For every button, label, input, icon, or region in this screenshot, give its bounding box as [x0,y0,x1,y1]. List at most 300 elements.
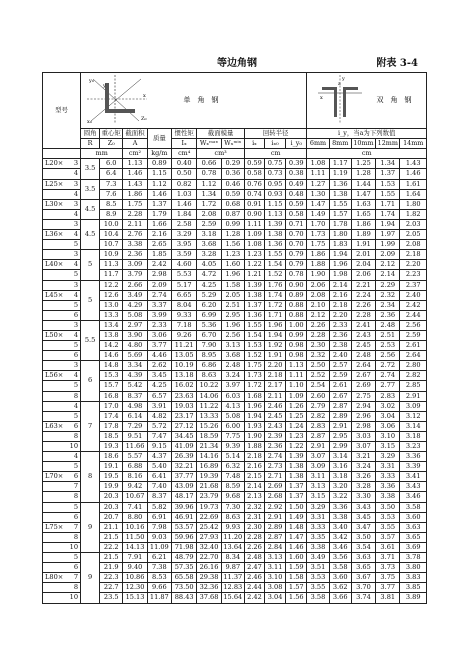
value-cell: 22.69 [197,512,221,522]
value-cell: 10.0 [100,219,123,229]
radius-cell: 9 [81,502,100,552]
value-cell: 3.22 [329,492,351,502]
value-cell: 2.18 [400,250,427,260]
thickness: 5 [73,240,79,249]
model-cell [43,512,81,522]
table-row [43,421,427,431]
value-cell: 9.15 [147,442,171,452]
value-cell: 2.18 [244,452,264,462]
label-a: a [338,82,341,87]
double-angle-label: 双 角 钢 [376,96,412,104]
value-cell: 3.02 [376,401,400,411]
label-y: y [103,83,106,89]
value-cell: 0.58 [244,169,264,179]
value-cell: 2.15 [244,472,264,482]
thickness: 3 [73,159,79,168]
value-cell: 1.82 [400,209,427,219]
value-cell: 2.51 [221,300,244,310]
value-cell: 2.26 [244,542,264,552]
thickness: 5 [73,462,79,471]
value-cell: 1.72 [197,199,221,209]
header-radius: 圆角 [81,129,100,139]
value-cell: 0.78 [286,270,307,280]
value-cell: 4.82 [147,411,171,421]
value-cell: 2.20 [329,310,351,320]
value-cell: 0.59 [221,189,244,199]
radius-cell: 9 [81,553,100,603]
value-cell: 1.30 [307,189,329,199]
value-cell: 6.91 [147,512,171,522]
model-name: L50× [45,330,64,339]
value-cell: 1.47 [351,189,375,199]
value-cell: 2.32 [307,351,329,361]
value-cell: 1.23 [286,431,307,441]
model-name: L80× [45,573,64,582]
value-cell: 3.89 [400,593,427,603]
value-cell: 11.66 [123,442,147,452]
double-angle-section-icon [318,75,362,123]
value-cell: 2.67 [351,371,375,381]
value-cell: 2.66 [123,280,147,290]
value-cell: 13.3 [100,310,123,320]
value-cell: 5.40 [147,462,171,472]
value-cell: 34.45 [171,431,196,441]
header-iy0-sym: i_y₀ [286,139,307,149]
value-cell: 3.58 [307,593,329,603]
value-cell: 8.5 [100,199,123,209]
value-cell: 4.72 [197,270,221,280]
value-cell: 1.54 [265,260,286,270]
thickness: 5 [73,381,79,390]
value-cell: 3.03 [351,431,375,441]
value-cell: 2.30 [307,341,329,351]
value-cell: 1.94 [329,250,351,260]
header-modulus: 截面模量 [197,129,245,139]
value-cell: 1.80 [329,230,351,240]
value-cell: 1.43 [123,179,147,189]
value-cell: 3.28 [351,482,375,492]
value-cell: 9.87 [221,563,244,573]
value-cell: 12.83 [221,583,244,593]
value-cell: 8.37 [123,391,147,401]
value-cell: 1.46 [400,169,427,179]
model-cell [43,452,81,462]
value-cell: 0.75 [265,159,286,169]
value-cell: 1.28 [221,230,244,240]
value-cell: 1.48 [286,522,307,532]
value-cell: 2.08 [400,240,427,250]
value-cell: 65.58 [171,573,196,583]
value-cell: 13.33 [197,411,221,421]
value-cell: 3.21 [351,452,375,462]
value-cell: 1.53 [244,341,264,351]
value-cell: 4.60 [171,260,196,270]
value-cell: 4.25 [147,381,171,391]
value-cell: 1.56 [221,240,244,250]
value-cell: 7.40 [147,482,171,492]
model-name: L36× [45,230,64,239]
value-cell: 8.53 [147,573,171,583]
value-cell: 0.89 [147,159,171,169]
model-cell [43,532,81,542]
value-cell: 1.49 [286,512,307,522]
value-cell: 1.74 [265,290,286,300]
value-cell: 2.09 [376,250,400,260]
table-row [43,179,427,189]
thickness: 8 [73,583,79,592]
value-cell: 2.06 [351,270,375,280]
value-cell: 2.36 [123,250,147,260]
value-cell: 2.05 [400,230,427,240]
value-cell: 1.71 [265,310,286,320]
label-x0: x₀ [87,119,92,125]
value-cell: 2.13 [244,492,264,502]
model-name: L56× [45,371,64,380]
value-cell: 1.11 [307,169,329,179]
angle-steel-table-frame [42,72,427,604]
value-cell: 10.19 [171,361,196,371]
value-cell: 0.95 [265,179,286,189]
value-cell: 2.36 [376,310,400,320]
value-cell: 1.55 [329,199,351,209]
value-cell: 16.02 [171,381,196,391]
value-cell: 3.18 [329,472,351,482]
value-cell: 5.14 [221,452,244,462]
page-title: 等边角钢 [217,58,257,69]
value-cell: 1.55 [265,250,286,260]
value-cell: 2.48 [376,320,400,330]
value-cell: 2.18 [265,371,286,381]
value-cell: 2.59 [400,330,427,340]
model-cell [43,280,81,290]
value-cell: 2.95 [329,431,351,441]
value-cell: 1.96 [221,320,244,330]
value-cell: 0.59 [286,199,307,209]
value-cell: 1.88 [244,442,264,452]
value-cell: 2.54 [307,381,329,391]
value-cell: 1.98 [329,270,351,280]
table-row [43,593,427,603]
value-cell: 1.36 [265,240,286,250]
value-cell: 2.99 [329,442,351,452]
value-cell: 37.77 [171,472,196,482]
value-cell: 26.39 [171,452,196,462]
value-cell: 3.95 [171,240,196,250]
value-cell: 3.71 [376,553,400,563]
value-cell: 3.74 [351,593,375,603]
value-cell: 2.48 [351,351,375,361]
value-cell: 1.38 [329,189,351,199]
header-iy: i_y，当a为下列数值 [307,129,427,139]
value-cell: 2.05 [221,290,244,300]
value-cell: 3.46 [400,492,427,502]
value-cell: 2.79 [307,401,329,411]
table-row [43,280,427,290]
thickness: 4 [73,371,79,380]
value-cell: 13.8 [100,330,123,340]
value-cell: 3.36 [329,502,351,512]
value-cell: 9.40 [123,563,147,573]
value-cell: 3.77 [147,341,171,351]
value-cell: 2.51 [376,330,400,340]
table-row [43,462,427,472]
value-cell: 11.22 [197,401,221,411]
value-cell: 2.77 [376,381,400,391]
value-cell: 2.91 [307,442,329,452]
value-cell: 2.29 [376,280,400,290]
value-cell: 2.28 [244,532,264,542]
value-cell: 21.5 [100,532,123,542]
value-cell: 2.58 [171,219,196,229]
value-cell: 10.7 [100,240,123,250]
value-cell: 0.79 [286,250,307,260]
table-row [43,169,427,179]
thickness: 6 [73,421,79,430]
value-cell: 0.87 [221,209,244,219]
value-cell: 14.2 [100,341,123,351]
header-ix-sym: iₓ [244,139,264,149]
thickness: 5 [73,300,79,309]
value-cell: 21.68 [197,482,221,492]
value-cell: 1.11 [244,219,264,229]
value-cell: 0.78 [197,169,221,179]
value-cell: 2.46 [244,573,264,583]
thickness: 10 [69,593,79,602]
value-cell: 1.27 [307,179,329,189]
value-cell: 4.05 [197,260,221,270]
thickness: 5 [73,270,79,279]
value-cell: 2.12 [307,310,329,320]
value-cell: 3.07 [351,442,375,452]
table-row [43,442,427,452]
model-cell [43,179,81,189]
thickness: 8 [73,431,79,440]
value-cell: 1.55 [244,320,264,330]
value-cell: 1.65 [351,209,375,219]
value-cell: 20.3 [100,502,123,512]
value-cell: 3.57 [376,532,400,542]
thickness: 5 [73,553,79,562]
thickness: 3 [73,280,79,289]
value-cell: 2.36 [329,330,351,340]
table-row [43,482,427,492]
value-cell: 0.79 [286,260,307,270]
value-cell: 11.21 [171,341,196,351]
value-cell: 1.38 [244,290,264,300]
value-cell: 3.70 [351,583,375,593]
value-cell: 3.15 [307,492,329,502]
value-cell: 6.03 [221,391,244,401]
table-row [43,542,427,552]
value-cell: 1.63 [351,199,375,209]
value-cell: 2.97 [123,320,147,330]
value-cell: 3.36 [400,452,427,462]
value-cell: 17.4 [100,411,123,421]
model-cell [43,270,81,280]
value-cell: 2.74 [147,290,171,300]
value-cell: 3.63 [400,522,427,532]
value-cell: 2.44 [244,583,264,593]
value-cell: 0.98 [286,341,307,351]
value-cell: 1.39 [265,219,286,229]
value-cell: 2.85 [400,381,427,391]
value-cell: 1.15 [147,169,171,179]
value-cell: 0.90 [286,280,307,290]
value-cell: 1.85 [147,250,171,260]
value-cell: 2.87 [307,431,329,441]
value-cell: 5.42 [123,381,147,391]
value-cell: 1.64 [400,189,427,199]
value-cell: 1.58 [221,280,244,290]
value-cell: 3.83 [400,573,427,583]
value-cell: 6.4 [100,169,123,179]
value-cell: 4.37 [147,452,171,462]
value-cell: 3.09 [123,260,147,270]
value-cell: 7.18 [171,320,196,330]
value-cell: 3.67 [351,573,375,583]
value-cell: 3.13 [221,341,244,351]
value-cell: 3.29 [307,502,329,512]
value-cell: 2.67 [329,391,351,401]
value-cell: 21.9 [100,563,123,573]
value-cell: 0.29 [221,159,244,169]
radius-cell: 3.5 [81,179,100,199]
value-cell: 1.03 [171,189,196,199]
table-row [43,159,427,169]
model-name: L20× [45,159,64,168]
radius-cell: 5 [81,280,100,320]
value-cell: 1.09 [286,391,307,401]
value-cell: 7.91 [123,553,147,563]
value-cell: 1.22 [286,442,307,452]
table-row [43,563,427,573]
value-cell: 3.61 [376,542,400,552]
model-cell [43,583,81,593]
value-cell: 9.42 [123,482,147,492]
value-cell: 1.13 [265,209,286,219]
thickness: 4 [73,290,79,299]
value-cell: 1.80 [400,199,427,209]
table-row [43,310,427,320]
value-cell: 2.83 [376,391,400,401]
value-cell: 2.17 [265,381,286,391]
value-cell: 2.43 [265,421,286,431]
header-centroid: 重心矩 [100,129,123,139]
value-cell: 1.13 [123,159,147,169]
value-cell: 2.40 [329,351,351,361]
value-cell: 27.12 [171,421,196,431]
radius-cell: 4.5 [81,219,100,249]
single-angle-label: 单 角 钢 [183,96,219,104]
value-cell: 3.13 [265,553,286,563]
thickness: 3 [73,250,79,259]
value-cell: 3.58 [400,502,427,512]
model-cell [43,381,81,391]
value-cell: 2.20 [400,260,427,270]
value-cell: 2.36 [265,442,286,452]
thickness: 10 [69,542,79,551]
value-cell: 1.84 [171,209,196,219]
value-cell: 9.66 [147,583,171,593]
value-cell: 7.41 [123,502,147,512]
value-cell: 12.6 [100,290,123,300]
value-cell: 11.20 [221,532,244,542]
value-cell: 2.24 [351,290,375,300]
value-cell: 0.36 [221,169,244,179]
value-cell: 1.12 [197,179,221,189]
label-x: x [143,93,146,99]
thickness: 4 [73,189,79,198]
value-cell: 1.76 [265,280,286,290]
value-cell: 3.60 [400,512,427,522]
value-cell: 1.73 [244,371,264,381]
model-cell [43,320,81,330]
value-cell: 1.24 [286,421,307,431]
value-cell: 0.76 [244,179,264,189]
value-cell: 2.28 [351,310,375,320]
table-row [43,583,427,593]
value-cell: 1.25 [351,159,375,169]
value-cell: 3.28 [197,250,221,260]
model-cell [43,442,81,452]
value-cell: 22.2 [100,542,123,552]
model-name: L30× [45,199,64,208]
value-cell: 3.26 [351,472,375,482]
model-cell [43,199,81,209]
table-row [43,209,427,219]
value-cell: 1.93 [244,421,264,431]
value-cell: 3.50 [351,532,375,542]
value-cell: 2.18 [329,300,351,310]
header-ix0-sym: iₓ₀ [265,139,286,149]
model-cell [43,401,81,411]
value-cell: 19.3 [100,442,123,452]
value-cell: 48.17 [171,492,196,502]
value-cell: 0.93 [265,189,286,199]
value-cell: 2.48 [244,553,264,563]
value-cell: 3.40 [329,522,351,532]
model-cell [43,159,81,169]
table-row [43,371,427,381]
value-cell: 2.61 [400,341,427,351]
value-cell: 15.26 [197,421,221,431]
value-cell: 3.29 [376,452,400,462]
value-cell: 3.30 [351,492,375,502]
value-cell: 3.66 [329,593,351,603]
value-cell: 5.36 [197,320,221,330]
value-cell: 3.65 [400,532,427,542]
value-cell: 1.36 [329,179,351,189]
value-cell: 2.42 [147,260,171,270]
value-cell: 3.09 [400,401,427,411]
value-cell: 3.81 [376,593,400,603]
value-cell: 10.9 [100,250,123,260]
table-row [43,330,427,340]
value-cell: 1.13 [286,361,307,371]
value-cell: 2.80 [400,361,427,371]
value-cell: 3.55 [376,522,400,532]
value-cell: 3.14 [329,452,351,462]
value-cell: 1.86 [307,250,329,260]
value-cell: 1.34 [376,159,400,169]
value-cell: 1.12 [147,179,171,189]
value-cell: 23.17 [171,411,196,421]
value-cell: 3.51 [307,563,329,573]
value-cell: 3.90 [123,330,147,340]
value-cell: 2.89 [329,411,351,421]
header-a-6: 6mm [307,139,329,149]
thickness: 6 [73,351,79,360]
